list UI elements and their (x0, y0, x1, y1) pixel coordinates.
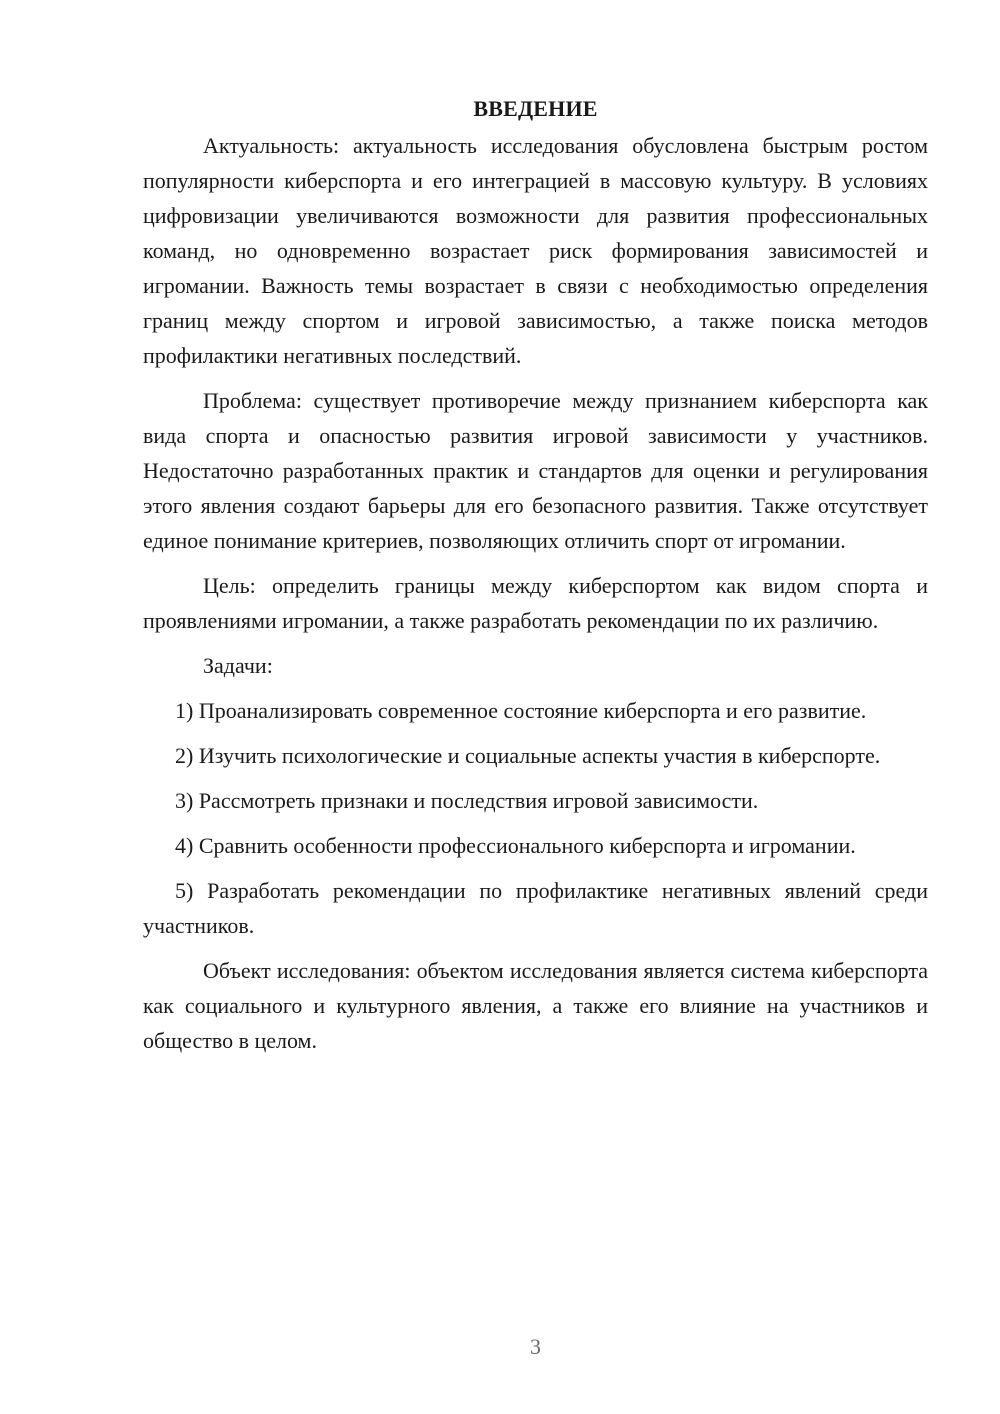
paragraph-relevance: Актуальность: актуальность исследования обусловлена быстрым ростом популярности киберспорта и его интеграцией в массовую культуру. В условиях цифровизации увеличиваются возможности для развития профессиональных команд, но одновременно возрастает риск формирования зависимостей и игромании. Важность темы возрастает в связи с необходимостью определения границ между спортом и игровой зависимостью, а также поиска методов профилактики негативных последствий. (143, 133, 928, 368)
document-page (143, 94, 928, 1058)
task-item-5: 5) Разработать рекомендации по профилактике негативных явлений среди участников. (143, 878, 928, 938)
task-item-1: 1) Проанализировать современное состояние киберспорта и его развитие. (175, 698, 867, 723)
section-title: ВВЕДЕНИЕ (473, 96, 598, 121)
paragraph-object: Объект исследования: объектом исследования является система киберспорта как социального и культурного явления, а также его влияние на участников и общество в целом. (143, 958, 928, 1053)
task-item-2: 2) Изучить психологические и социальные аспекты участия в киберспорте. (175, 743, 881, 768)
paragraph-goal: Цель: определить границы между киберспортом как видом спорта и проявлениями игромании, а также разработать рекомендации по их различию. (143, 573, 928, 633)
page-number: 3 (530, 1334, 541, 1359)
task-item-3: 3) Рассмотреть признаки и последствия игровой зависимости. (175, 788, 759, 813)
paragraph-problem: Проблема: существует противоречие между признанием киберспорта как вида спорта и опасностью развития игровой зависимости у участников. Недостаточно разработанных практик и стандартов для оценки и регулирования этого явления создают барьеры для его безопасного развития. Также отсутствует единое понимание критериев, позволяющих отличить спорт от игромании. (143, 388, 928, 553)
task-item-4: 4) Сравнить особенности профессионального киберспорта и игромании. (175, 833, 856, 858)
tasks-heading: Задачи: (203, 653, 273, 678)
